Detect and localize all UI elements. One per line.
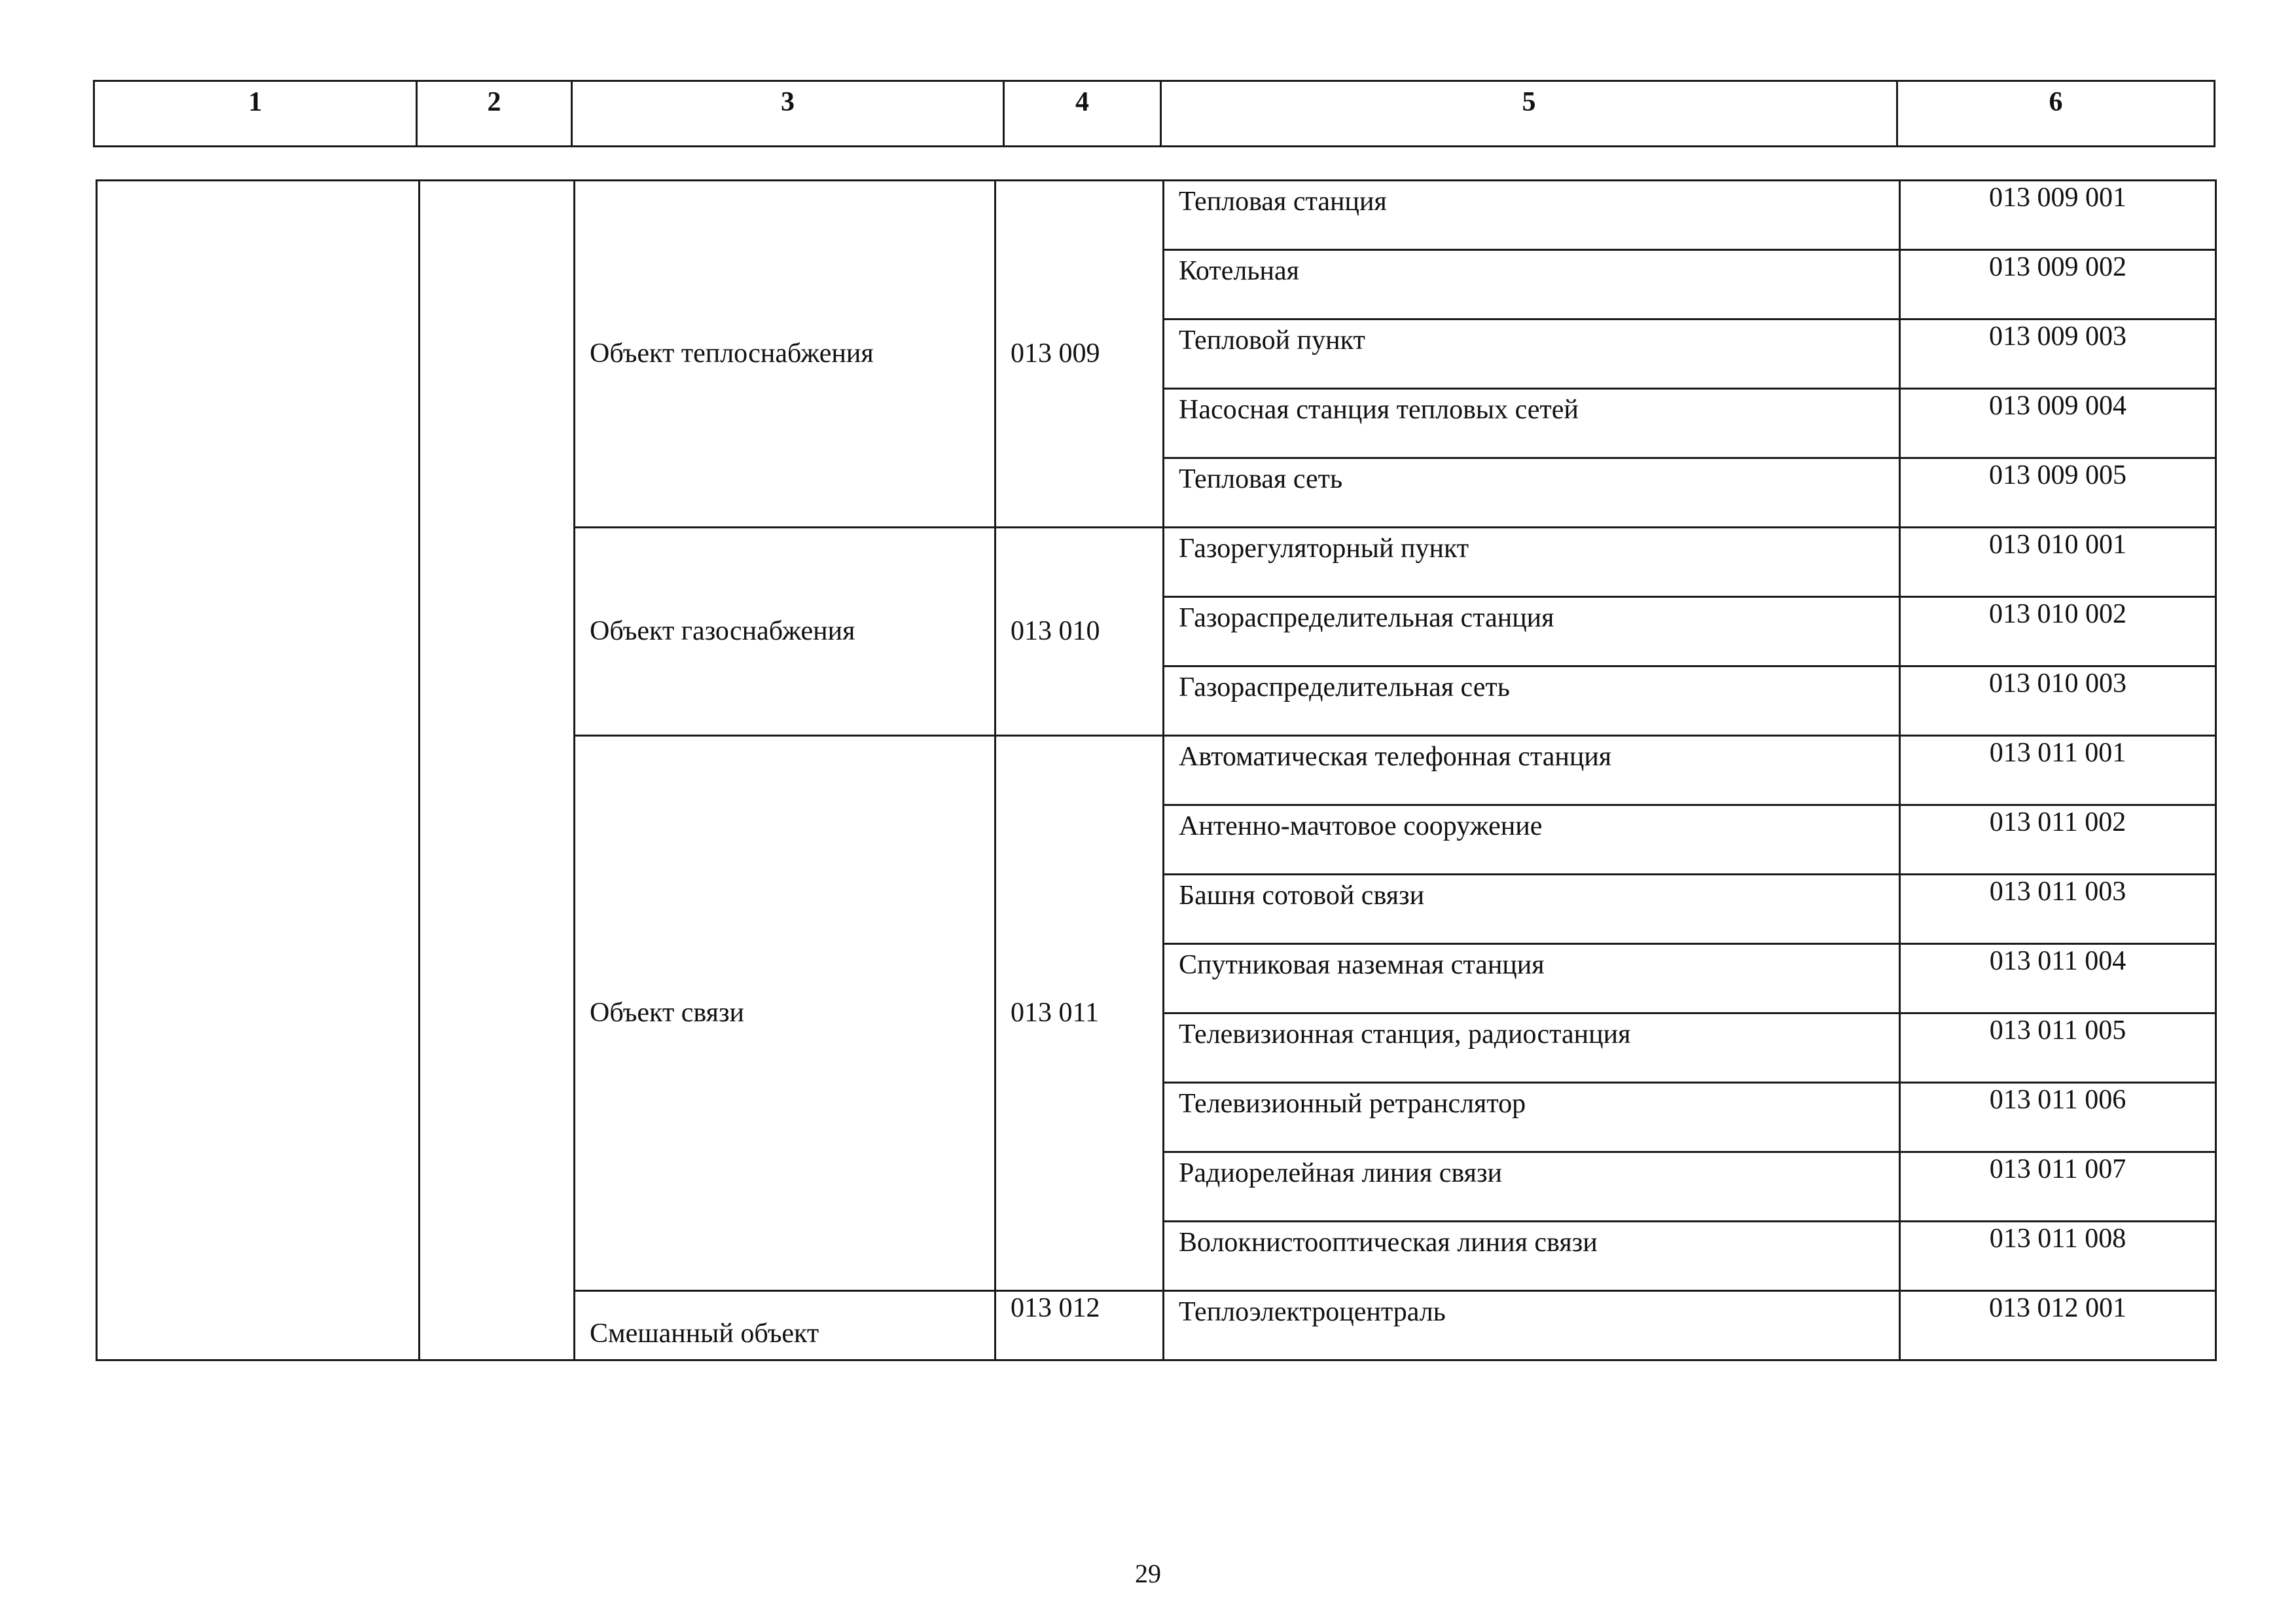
header-cell-3: 3 [572, 81, 1004, 147]
header-cell-2: 2 [417, 81, 572, 147]
item-name: Теплоэлектроцентраль [1164, 1291, 1900, 1360]
item-name: Антенно-мачтовое сооружение [1164, 805, 1900, 875]
item-code: 013 010 003 [1900, 666, 2216, 736]
column-2-cell [420, 181, 575, 1360]
item-code: 013 009 003 [1900, 319, 2216, 389]
item-name: Насосная станция тепловых сетей [1164, 389, 1900, 458]
item-code: 013 011 008 [1900, 1222, 2216, 1291]
item-name: Радиорелейная линия связи [1164, 1152, 1900, 1222]
item-name: Газораспределительная станция [1164, 597, 1900, 666]
item-code: 013 011 007 [1900, 1152, 2216, 1222]
item-code: 013 009 002 [1900, 250, 2216, 319]
group-name: Объект связи [575, 736, 996, 1291]
group-code: 013 010 [996, 528, 1164, 736]
header-cell-1: 1 [94, 81, 417, 147]
item-code: 013 009 005 [1900, 458, 2216, 528]
item-name: Телевизионный ретранслятор [1164, 1083, 1900, 1152]
item-code: 013 012 001 [1900, 1291, 2216, 1360]
page-number: 29 [1135, 1559, 1161, 1588]
item-name: Волокнистооптическая линия связи [1164, 1222, 1900, 1291]
item-name: Газорегуляторный пункт [1164, 528, 1900, 597]
header-row [94, 81, 2215, 147]
group-code: 013 011 [996, 736, 1164, 1291]
item-code: 013 011 005 [1900, 1013, 2216, 1083]
item-code: 013 011 002 [1900, 805, 2216, 875]
item-code: 013 009 001 [1900, 181, 2216, 250]
item-name: Газораспределительная сеть [1164, 666, 1900, 736]
item-code: 013 009 004 [1900, 389, 2216, 458]
classifier-table [96, 179, 2217, 1361]
group-code: 013 009 [996, 181, 1164, 528]
column-number-header [93, 80, 2215, 147]
group-code: 013 012 [996, 1291, 1164, 1360]
item-code: 013 011 001 [1900, 736, 2216, 805]
group-name: Объект газоснабжения [575, 528, 996, 736]
group-name: Объект теплоснабжения [575, 181, 996, 528]
group-name: Смешанный объект [575, 1291, 996, 1360]
item-name: Котельная [1164, 250, 1900, 319]
item-name: Автоматическая телефонная станция [1164, 736, 1900, 805]
table-row [97, 181, 2216, 250]
item-name: Башня сотовой связи [1164, 875, 1900, 944]
item-code: 013 011 004 [1900, 944, 2216, 1013]
item-name: Телевизионная станция, радиостанция [1164, 1013, 1900, 1083]
column-1-cell [97, 181, 420, 1360]
item-name: Тепловая станция [1164, 181, 1900, 250]
header-cell-4: 4 [1004, 81, 1161, 147]
item-name: Тепловой пункт [1164, 319, 1900, 389]
item-name: Спутниковая наземная станция [1164, 944, 1900, 1013]
item-code: 013 010 001 [1900, 528, 2216, 597]
item-code: 013 011 003 [1900, 875, 2216, 944]
item-code: 013 011 006 [1900, 1083, 2216, 1152]
header-cell-5: 5 [1161, 81, 1897, 147]
item-code: 013 010 002 [1900, 597, 2216, 666]
header-cell-6: 6 [1897, 81, 2215, 147]
item-name: Тепловая сеть [1164, 458, 1900, 528]
